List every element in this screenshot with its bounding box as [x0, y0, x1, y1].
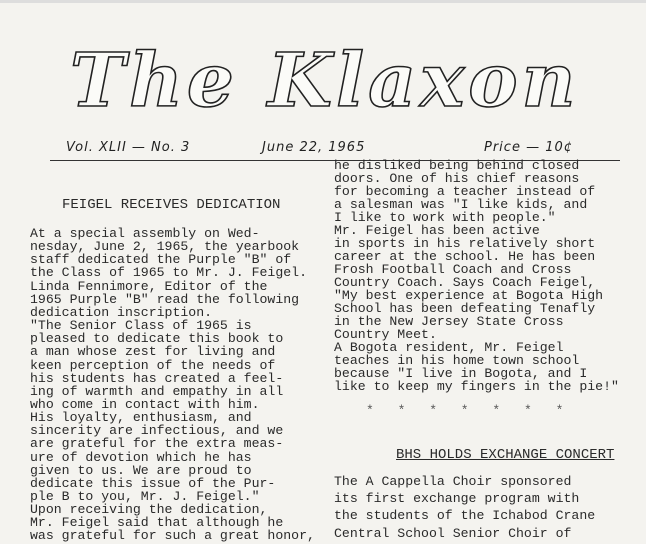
text-line: a man whose zest for living and: [30, 344, 276, 360]
text-line: dedicate this issue of the Pur-: [30, 475, 276, 491]
text-line: Upon receiving the dedication,: [30, 502, 268, 518]
text-line: nesday, June 2, 1965, the yearbook: [30, 239, 300, 255]
headline-feigel: FEIGEL RECEIVES DEDICATION: [62, 197, 281, 213]
section-divider-stars: * * * * * * *: [366, 403, 572, 418]
text-line: for becoming a teacher instead of: [334, 184, 596, 199]
text-line: was grateful for such a great honor,: [30, 528, 315, 544]
headline-concert: BHS HOLDS EXCHANGE CONCERT: [396, 447, 615, 463]
text-line: Linda Fennimore, Editor of the: [30, 278, 268, 294]
text-line: who come in contact with him.: [30, 396, 260, 412]
text-line: "The Senior Class of 1965 is: [30, 318, 252, 334]
text-line: Country Coach. Says Coach Feigel,: [334, 275, 596, 290]
text-line: keen perception of the needs of: [30, 357, 276, 373]
text-line: in sports in his relatively short: [334, 236, 596, 251]
text-line: Country Meet.: [334, 327, 437, 342]
masthead-logo: [60, 34, 580, 124]
text-line: ing of warmth and empathy in all: [30, 383, 284, 399]
text-line: School has been defeating Tenafly: [334, 301, 596, 316]
text-line: sincerity are infectious, and we: [30, 423, 284, 439]
text-line: like to keep my fingers in the pie!": [334, 379, 619, 394]
text-line: teaches in his home town school: [334, 353, 580, 368]
text-line: Mr. Feigel said that although he: [30, 515, 284, 531]
text-line: The A Cappella Choir sponsored: [334, 474, 572, 489]
issue-date: June 22, 1965: [262, 140, 366, 155]
text-line: A Bogota resident, Mr. Feigel: [334, 340, 564, 355]
text-line: Mr. Feigel has been active: [334, 223, 540, 238]
text-line: dedication inscription.: [30, 304, 213, 320]
text-line: His loyalty, enthusiasm, and: [30, 410, 252, 426]
text-line: ple B to you, Mr. J. Feigel.": [30, 489, 260, 504]
text-line: given to us. We are proud to: [30, 462, 252, 478]
text-line: career at the school. He has been: [334, 249, 596, 264]
text-line: because "I live in Bogota, and I: [334, 366, 588, 381]
text-line: doors. One of his chief reasons: [334, 171, 580, 186]
text-line: the Class of 1965 to Mr. J. Feigel.: [30, 265, 307, 281]
text-line: I like to work with people.": [334, 210, 556, 225]
issue-price: Price — 10¢: [484, 140, 574, 155]
text-line: his students has created a feel-: [30, 370, 284, 386]
text-line: a salesman was "I like kids, and: [334, 197, 588, 212]
issue-info-line: [0, 138, 646, 160]
volume-number: Vol. XLII — No. 3: [66, 140, 191, 155]
text-line: its first exchange program with: [334, 491, 580, 507]
text-line: 1965 Purple "B" read the following: [30, 291, 300, 307]
text-line: the students of the Ichabod Crane: [334, 508, 596, 524]
text-line: in the New Jersey State Cross: [334, 314, 564, 329]
text-line: staff dedicated the Purple "B" of: [30, 252, 292, 268]
masthead: [60, 34, 580, 124]
text-line: ure of devotion which he has: [30, 449, 252, 465]
text-line: pleased to dedicate this book to: [30, 331, 284, 347]
text-line: are grateful for the extra meas-: [30, 436, 284, 452]
text-line: At a special assembly on Wed-: [30, 226, 260, 241]
text-line: Frosh Football Coach and Cross: [334, 262, 572, 277]
masthead-title: The Klaxon: [70, 38, 580, 124]
text-line: he disliked being behind closed: [334, 158, 580, 173]
text-line: Central School Senior Choir of: [334, 525, 572, 541]
text-line: "My best experience at Bogota High: [334, 288, 604, 303]
page-edge: [0, 0, 646, 3]
